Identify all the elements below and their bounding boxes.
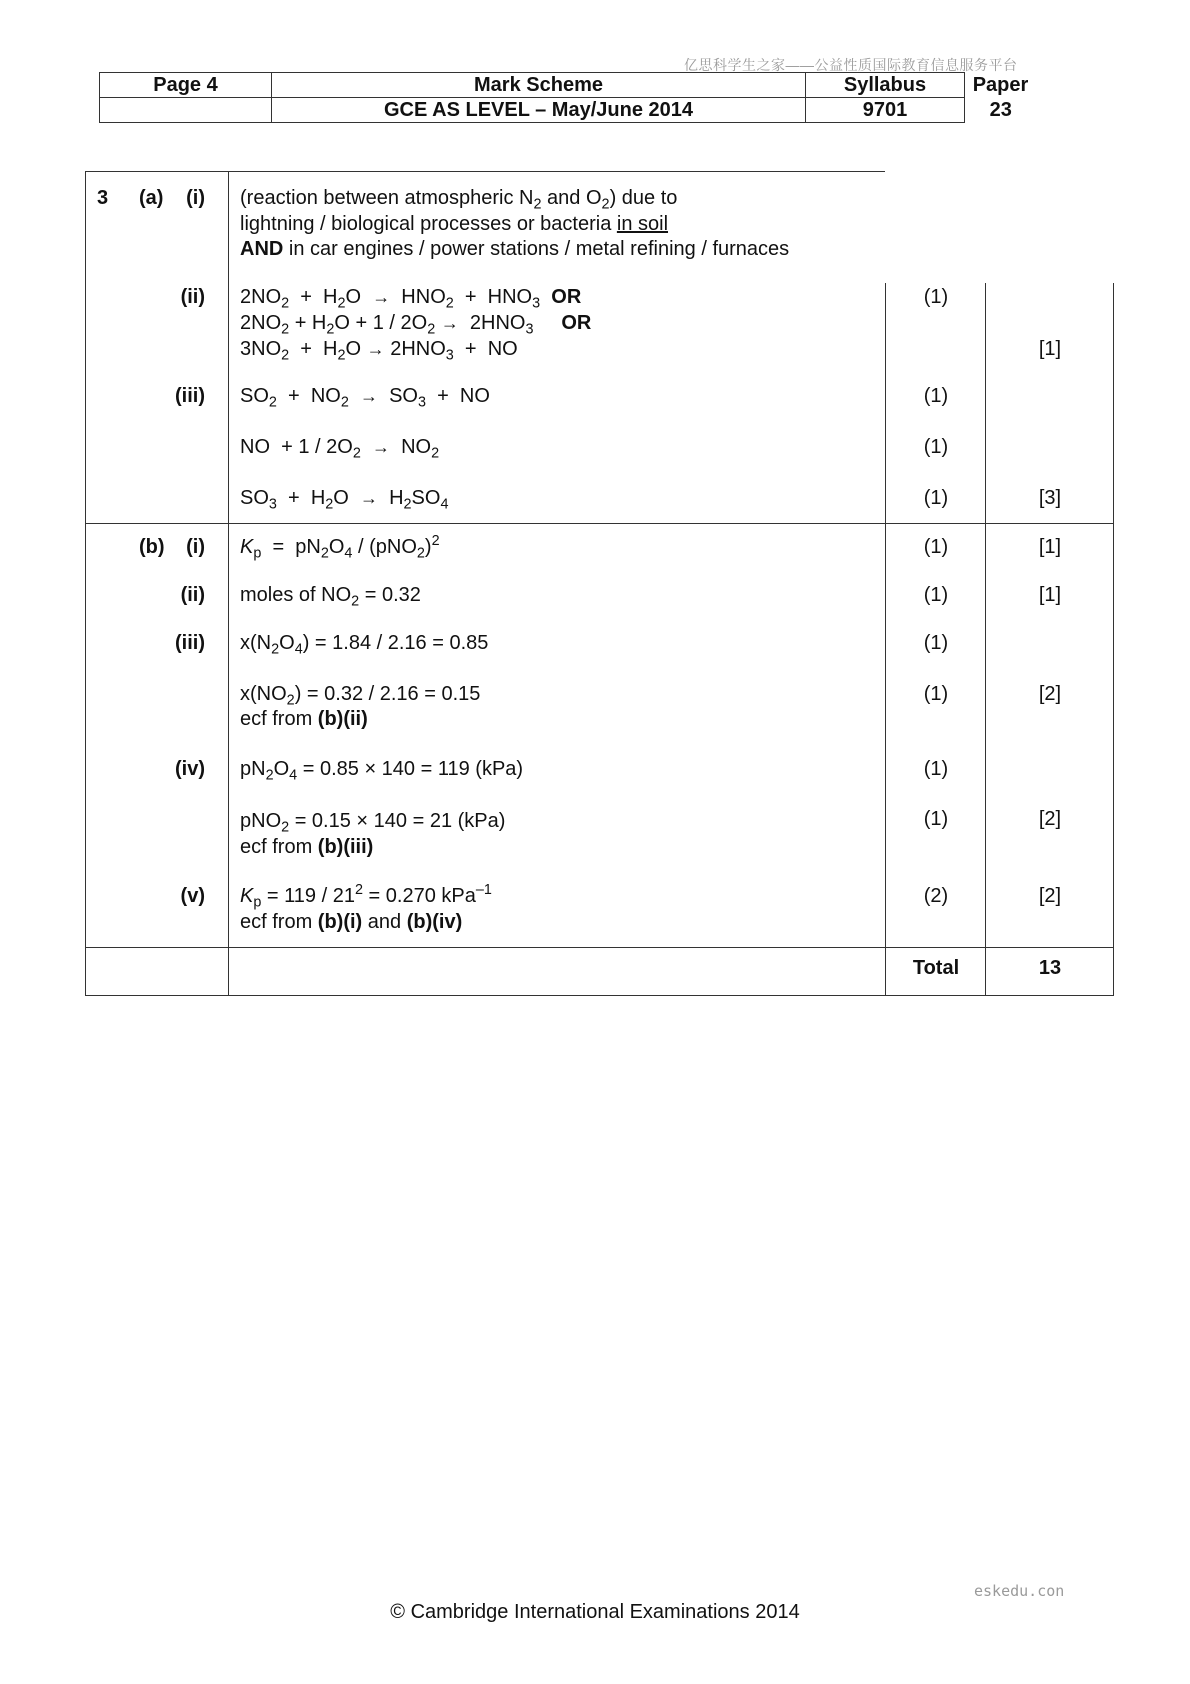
a-i-underlined: in soil — [616, 213, 669, 235]
answer-b-ii: moles of $NO_2 = 0.32$ — [240, 584, 421, 610]
kp-subscript: p — [253, 545, 262, 562]
answer-b-iv-2: pNO$_2$ = 0.15 × 140 = 21 (kPa) — [240, 810, 506, 836]
header-title: Mark Scheme — [272, 73, 806, 98]
ecf-b-iv — [240, 834, 373, 860]
header-syllabus-label: Syllabus — [806, 73, 965, 98]
b-ii-text: moles of NO — [240, 584, 352, 606]
total-a-ii: [1] — [1038, 338, 1062, 360]
kp-unit-exponent: –1 — [475, 882, 492, 899]
part-b-i-label: (i) — [186, 536, 205, 558]
header-page: Page 4 — [100, 73, 272, 98]
total-label: Total — [912, 957, 960, 979]
b-iv-value-1: = 0.85 × 140 = 119 (kPa) — [297, 758, 524, 780]
b-v-value: = 119 / 21 — [261, 885, 355, 907]
or-keyword: OR — [551, 286, 582, 308]
mark-a-iii-2: (1) — [923, 436, 949, 458]
header-syllabus-code: 9701 — [806, 98, 965, 123]
mark-b-iv-1: (1) — [923, 758, 949, 780]
mark-b-i: (1) — [923, 536, 949, 558]
ecf-ref: (b)(iii) — [317, 836, 374, 858]
ecf-ref: (b)(iv) — [406, 911, 463, 933]
row-divider-b — [85, 523, 1114, 524]
ecf-text: ecf from — [240, 836, 318, 858]
col-divider-1 — [228, 171, 229, 996]
total-b-i: [1] — [1038, 536, 1062, 558]
and-keyword: AND — [240, 238, 284, 260]
total-b-v: [2] — [1038, 885, 1062, 907]
mark-b-iii-2: (1) — [923, 683, 949, 705]
ecf-b-iii — [240, 706, 368, 732]
kp-symbol: K — [240, 536, 254, 558]
and-text: and — [362, 911, 407, 933]
a-i-line-1: (reaction between atmospheric $N_2$ and $O_2$) due to — [240, 187, 678, 213]
header-empty-cell — [100, 98, 272, 123]
kp-symbol: K — [240, 885, 254, 907]
answer-b-v: $K_p = 119 / 21^2 = 0.270$ kPa$^{-1}$ — [240, 882, 492, 911]
answer-b-i: $K_p = pN_2O_4 / (pNO_2)^2$ — [240, 533, 440, 562]
a-i-text: ) due to — [609, 187, 678, 209]
answer-b-iv-1: $pN_2O_4 = 0.85 \times 140 = 119$ (kPa) — [240, 758, 524, 784]
b-iv-value-2: = 0.15 × 140 = 21 (kPa) — [289, 810, 506, 832]
header-table — [99, 72, 1037, 123]
part-a-i-label: (i) — [186, 187, 205, 209]
kp-subscript: p — [253, 894, 262, 911]
answer-b-iii-2: $x(NO_2) = 0.32 / 2.16 = 0.15$ — [240, 683, 481, 709]
part-b-ii-label: (ii) — [180, 584, 205, 606]
header-subtitle: GCE AS LEVEL – May/June 2014 — [272, 98, 806, 123]
a-i-text: lightning / biological processes or bacteria — [240, 213, 617, 235]
part-a-iii-label: (iii) — [175, 385, 205, 407]
question-number: 3 — [97, 187, 109, 209]
header-paper-label: Paper — [972, 74, 1029, 96]
mark-b-ii: (1) — [923, 584, 949, 606]
ecf-text: ecf from — [240, 708, 318, 730]
ecf-text: ecf from — [240, 911, 318, 933]
b-iii-value-1: ) = 1.84 / 2.16 = 0.85 — [302, 632, 489, 654]
equation-a-ii-1: $2NO_2 + H_2O \to HNO_2 + HNO_3$ OR — [240, 286, 582, 312]
a-i-text: and O — [541, 187, 602, 209]
row-divider-total — [85, 947, 1114, 948]
mark-b-iv-2: (1) — [923, 808, 949, 830]
equation-a-ii-3: $3NO_2 + H_2O \to 2HNO_3$ + NO — [240, 338, 518, 364]
mark-b-iii-1: (1) — [923, 632, 949, 654]
header-paper-number: 23 — [989, 99, 1012, 121]
a-i-line-3 — [240, 236, 789, 262]
total-b-iv: [2] — [1038, 808, 1062, 830]
total-b-iii: [2] — [1038, 683, 1062, 705]
a-i-text: (reaction between atmospheric N — [240, 187, 534, 209]
a-i-text: in car engines / power stations / metal refining / furnaces — [283, 238, 790, 260]
ecf-ref: (b)(i) — [317, 911, 363, 933]
total-b-ii: [1] — [1038, 584, 1062, 606]
table-bottom-border — [85, 995, 1114, 996]
watermark-site: eskedu.con — [974, 1582, 1065, 1600]
part-b-iii-label: (iii) — [175, 632, 205, 654]
mark-a-iii-1: (1) — [923, 385, 949, 407]
watermark-chinese: 亿思科学生之家——公益性质国际教育信息服务平台 — [684, 57, 1018, 73]
total-a-iii: [3] — [1038, 487, 1062, 509]
copyright-footer: © Cambridge International Examinations 2014 — [390, 1601, 800, 1623]
mark-b-v: (2) — [923, 885, 949, 907]
equation-a-iii-3: $SO_3 + H_2O \to H_2SO_4$ — [240, 487, 449, 513]
or-keyword: OR — [561, 312, 592, 334]
equation-a-ii-2: $2NO_2 + H_2O + 1 / 2O_2 \to 2HNO_3$ OR — [240, 312, 592, 338]
ecf-b-v — [240, 909, 462, 935]
table-right-border — [1113, 283, 1114, 996]
ecf-ref: (b)(ii) — [317, 708, 368, 730]
equation-a-iii-1: $SO_2 + NO_2 \to SO_3$ + NO — [240, 385, 490, 411]
part-a-ii-label: (ii) — [180, 286, 205, 308]
mark-a-iii-3: (1) — [923, 487, 949, 509]
part-a-label: (a) — [139, 187, 164, 209]
answer-b-iii-1: $x(N_2O_4) = 1.84 / 2.16 = 0.85$ — [240, 632, 489, 658]
part-b-iv-label: (iv) — [175, 758, 205, 780]
b-iii-value-2: ) = 0.32 / 2.16 = 0.15 — [294, 683, 481, 705]
b-v-value-2: = 0.270 kPa — [362, 885, 476, 907]
table-left-border — [85, 171, 86, 996]
b-ii-value: = 0.32 — [359, 584, 421, 606]
mark-a-ii: (1) — [923, 286, 949, 308]
part-b-v-label: (v) — [180, 885, 205, 907]
a-i-line-2 — [240, 211, 668, 237]
table-top-border — [85, 171, 885, 172]
equation-a-iii-2: NO + $1 / 2O_2 \to NO_2$ — [240, 436, 440, 462]
total-value: 13 — [1038, 957, 1062, 979]
part-b-label: (b) — [139, 536, 165, 558]
